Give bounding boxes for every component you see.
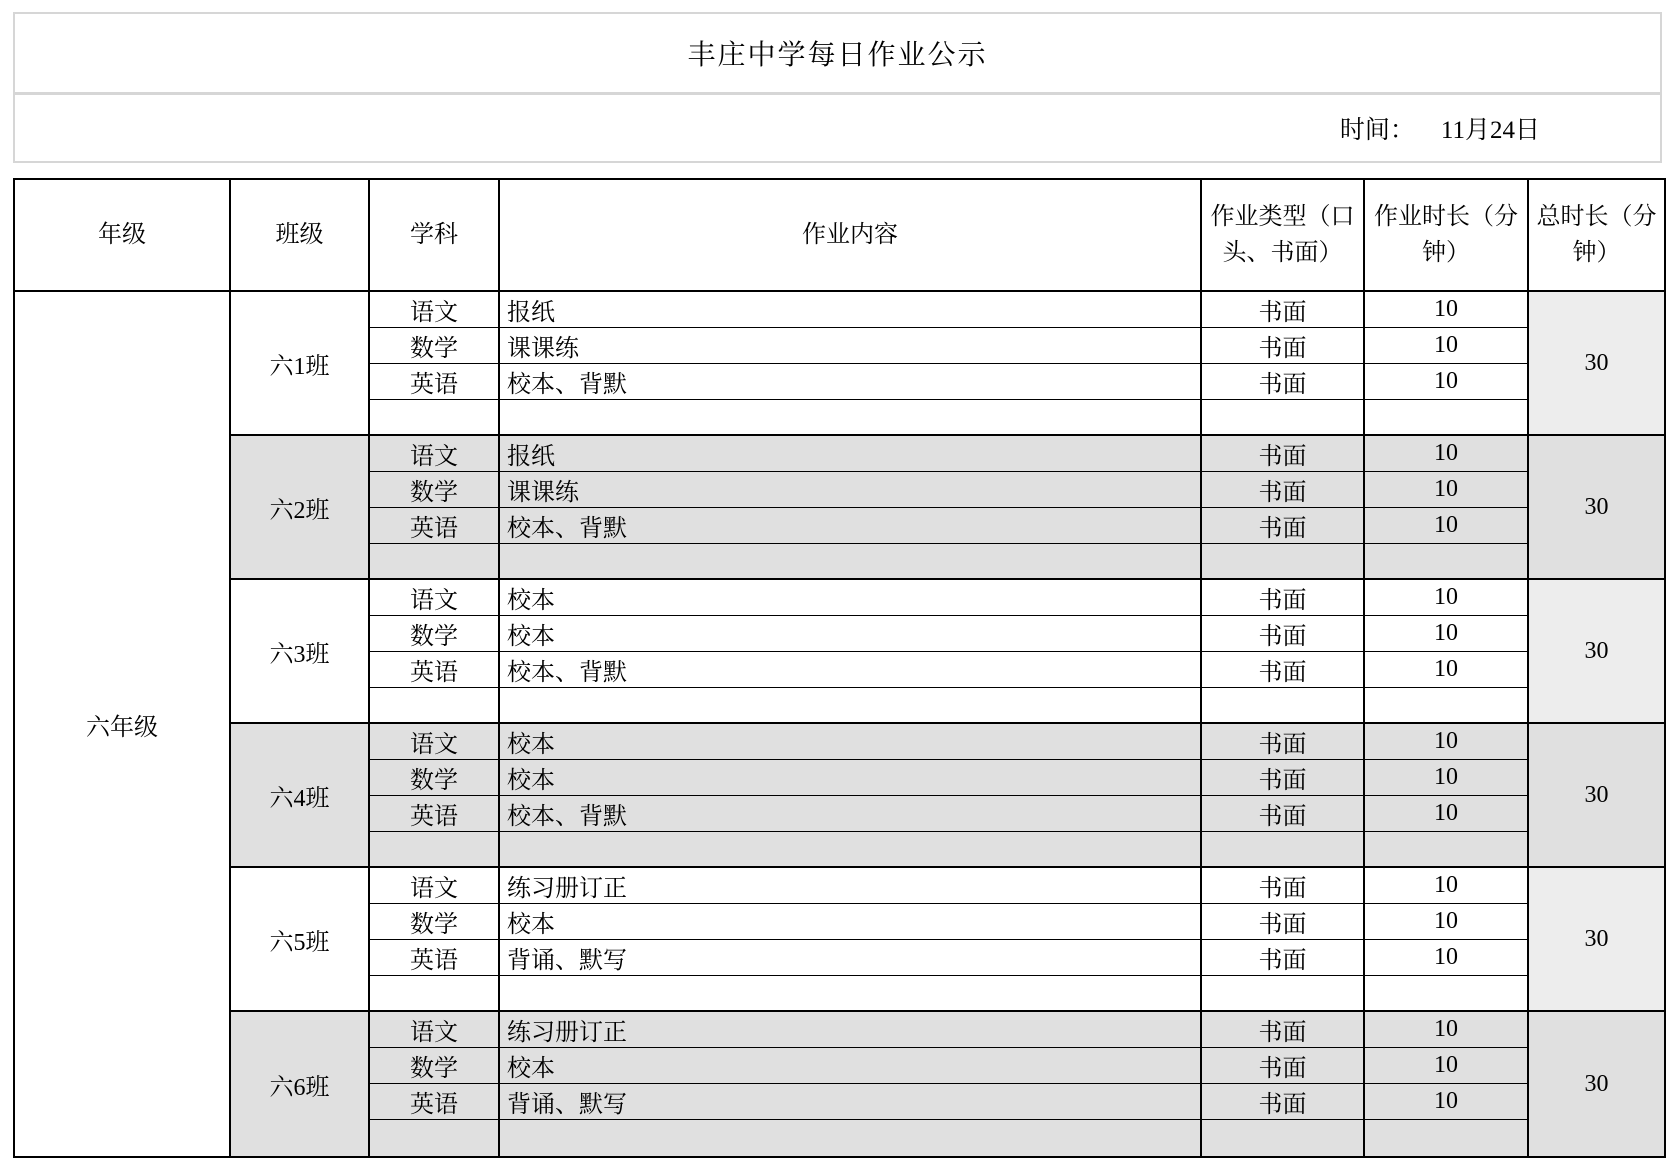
- duration-cell: 10: [1365, 580, 1529, 616]
- empty-cell: [1202, 688, 1365, 724]
- duration-cell: 10: [1365, 760, 1529, 796]
- content-cell: 背诵、默写: [500, 940, 1202, 976]
- total-cell: 30: [1529, 1012, 1664, 1156]
- type-cell: 书面: [1202, 796, 1365, 832]
- class-cell: 六6班: [231, 1012, 370, 1156]
- duration-cell: 10: [1365, 1084, 1529, 1120]
- class-cell: 六2班: [231, 436, 370, 580]
- class-cell: 六3班: [231, 580, 370, 724]
- grade-cell: 六年级: [15, 292, 231, 1156]
- type-cell: 书面: [1202, 292, 1365, 328]
- header-total: 总时长（分钟）: [1529, 180, 1664, 292]
- subject-cell: 数学: [370, 904, 500, 940]
- subject-cell: 数学: [370, 1048, 500, 1084]
- subject-cell: 语文: [370, 724, 500, 760]
- subject-cell: 英语: [370, 1084, 500, 1120]
- subject-cell: 数学: [370, 616, 500, 652]
- page-title: 丰庄中学每日作业公示: [15, 14, 1660, 95]
- duration-cell: 10: [1365, 724, 1529, 760]
- content-cell: 校本: [500, 760, 1202, 796]
- type-cell: 书面: [1202, 940, 1365, 976]
- header-type: 作业类型（口头、书面）: [1202, 180, 1365, 292]
- content-cell: 校本、背默: [500, 364, 1202, 400]
- empty-cell: [1365, 544, 1529, 580]
- subject-cell: 数学: [370, 760, 500, 796]
- subject-cell: 语文: [370, 1012, 500, 1048]
- empty-cell: [370, 1120, 500, 1156]
- class-cell: 六1班: [231, 292, 370, 436]
- subject-cell: 数学: [370, 472, 500, 508]
- empty-cell: [500, 544, 1202, 580]
- class-cell: 六5班: [231, 868, 370, 1012]
- duration-cell: 10: [1365, 1012, 1529, 1048]
- empty-cell: [1202, 400, 1365, 436]
- class-cell: 六4班: [231, 724, 370, 868]
- empty-cell: [1365, 1120, 1529, 1156]
- empty-cell: [370, 976, 500, 1012]
- empty-cell: [370, 688, 500, 724]
- content-cell: 背诵、默写: [500, 1084, 1202, 1120]
- empty-cell: [1202, 976, 1365, 1012]
- empty-cell: [500, 976, 1202, 1012]
- type-cell: 书面: [1202, 652, 1365, 688]
- duration-cell: 10: [1365, 868, 1529, 904]
- empty-cell: [500, 832, 1202, 868]
- content-cell: 校本: [500, 616, 1202, 652]
- content-cell: 课课练: [500, 328, 1202, 364]
- content-cell: 练习册订正: [500, 1012, 1202, 1048]
- empty-cell: [370, 544, 500, 580]
- type-cell: 书面: [1202, 1048, 1365, 1084]
- content-cell: 练习册订正: [500, 868, 1202, 904]
- duration-cell: 10: [1365, 796, 1529, 832]
- type-cell: 书面: [1202, 508, 1365, 544]
- empty-cell: [1202, 832, 1365, 868]
- header-subject: 学科: [370, 180, 500, 292]
- duration-cell: 10: [1365, 1048, 1529, 1084]
- subject-cell: 英语: [370, 940, 500, 976]
- type-cell: 书面: [1202, 724, 1365, 760]
- content-cell: 校本、背默: [500, 652, 1202, 688]
- duration-cell: 10: [1365, 940, 1529, 976]
- duration-cell: 10: [1365, 652, 1529, 688]
- homework-table: [13, 178, 1666, 1158]
- subject-cell: 英语: [370, 508, 500, 544]
- subject-cell: 英语: [370, 364, 500, 400]
- empty-cell: [370, 400, 500, 436]
- duration-cell: 10: [1365, 472, 1529, 508]
- content-cell: 校本: [500, 1048, 1202, 1084]
- date-row: [15, 95, 1660, 161]
- content-cell: 校本、背默: [500, 796, 1202, 832]
- duration-cell: 10: [1365, 328, 1529, 364]
- subject-cell: 英语: [370, 796, 500, 832]
- type-cell: 书面: [1202, 904, 1365, 940]
- content-cell: 校本: [500, 724, 1202, 760]
- total-cell: 30: [1529, 580, 1664, 724]
- empty-cell: [1365, 976, 1529, 1012]
- header-content: 作业内容: [500, 180, 1202, 292]
- header-class: 班级: [231, 180, 370, 292]
- empty-cell: [370, 832, 500, 868]
- date-value: 11月24日: [1440, 117, 1540, 144]
- content-cell: 报纸: [500, 436, 1202, 472]
- type-cell: 书面: [1202, 1012, 1365, 1048]
- duration-cell: 10: [1365, 616, 1529, 652]
- subject-cell: 数学: [370, 328, 500, 364]
- duration-cell: 10: [1365, 904, 1529, 940]
- type-cell: 书面: [1202, 580, 1365, 616]
- subject-cell: 语文: [370, 436, 500, 472]
- type-cell: 书面: [1202, 328, 1365, 364]
- empty-cell: [1365, 832, 1529, 868]
- subject-cell: 语文: [370, 292, 500, 328]
- duration-cell: 10: [1365, 364, 1529, 400]
- date-label: 时间：: [1339, 117, 1415, 144]
- type-cell: 书面: [1202, 364, 1365, 400]
- content-cell: 校本、背默: [500, 508, 1202, 544]
- content-cell: 校本: [500, 904, 1202, 940]
- subject-cell: 语文: [370, 580, 500, 616]
- total-cell: 30: [1529, 292, 1664, 436]
- total-cell: 30: [1529, 868, 1664, 1012]
- total-cell: 30: [1529, 436, 1664, 580]
- type-cell: 书面: [1202, 616, 1365, 652]
- empty-cell: [1202, 1120, 1365, 1156]
- empty-cell: [500, 400, 1202, 436]
- empty-cell: [1365, 688, 1529, 724]
- content-cell: 课课练: [500, 472, 1202, 508]
- empty-cell: [500, 1120, 1202, 1156]
- type-cell: 书面: [1202, 1084, 1365, 1120]
- type-cell: 书面: [1202, 436, 1365, 472]
- header-grade: 年级: [15, 180, 231, 292]
- type-cell: 书面: [1202, 760, 1365, 796]
- subject-cell: 语文: [370, 868, 500, 904]
- info-box: [13, 12, 1662, 163]
- subject-cell: 英语: [370, 652, 500, 688]
- duration-cell: 10: [1365, 292, 1529, 328]
- content-cell: 报纸: [500, 292, 1202, 328]
- empty-cell: [1365, 400, 1529, 436]
- empty-cell: [1202, 544, 1365, 580]
- content-cell: 校本: [500, 580, 1202, 616]
- header-duration: 作业时长（分钟）: [1365, 180, 1529, 292]
- duration-cell: 10: [1365, 508, 1529, 544]
- type-cell: 书面: [1202, 472, 1365, 508]
- empty-cell: [500, 688, 1202, 724]
- type-cell: 书面: [1202, 868, 1365, 904]
- total-cell: 30: [1529, 724, 1664, 868]
- duration-cell: 10: [1365, 436, 1529, 472]
